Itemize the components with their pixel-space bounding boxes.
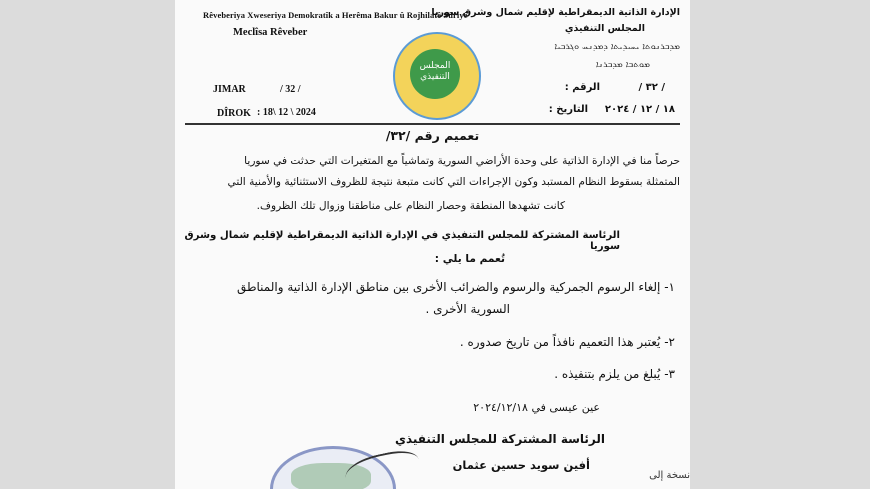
tarikh-value: ١٨ / ١٢ / ٢٠٢٤ [604, 104, 675, 115]
place-date: عين عيسى في ٢٠٢٤/١٢/١٨ [473, 401, 600, 414]
jimar-label: JIMAR [213, 84, 246, 95]
header-arabic-org: الإدارة الذاتية الديمقراطية لإقليم شمال وشرق سوريا [431, 7, 680, 18]
item-1-line-1: ١- إلغاء الرسوم الجمركية والرسوم والضرائب الأخرى بين مناطق الإدارة الذاتية والمناطق [236, 280, 675, 294]
seal-text: المجلس التنفيذي [410, 49, 460, 99]
header-syriac-org: ܡܕܒܪܢܘܬܐ ܝܚܝܕܝܬܐ ܕܡܕܢܚ ܘܓܪܒܝܐ [554, 42, 680, 52]
header-arabic-council: المجلس التنفيذي [564, 23, 645, 34]
dirok-value: : 18\ 12 \ 2024 [257, 107, 316, 118]
signatory-names: أفين سويد حسين عثمان [452, 458, 590, 472]
jimar-value: / 32 / [280, 84, 301, 95]
raqm-label: الرقم : [564, 82, 600, 93]
tarikh-label: التاريخ : [548, 104, 588, 115]
copy-to-label: نسخة إلى [649, 470, 690, 481]
item-3: ٣- يُبلغ من يلزم بتنفيذه . [554, 367, 675, 381]
signatory-title: الرئاسة المشتركة للمجلس التنفيذي [394, 432, 605, 446]
body-line-3: كانت تشهدها المنطقة وحصار النظام على مناطقنا وزوال تلك الظروف. [256, 200, 565, 212]
body-line-1: حرصاً منا في الإدارة الذاتية على وحدة الأراضي السورية وتماشياً مع المتغيرات التي حدثت في سوريا [244, 155, 680, 167]
header-syriac-council: ܡܘܬܒܐ ܡܕܒܪܢܐ [595, 60, 650, 70]
raqm-value: / ٣٢ / [638, 82, 665, 93]
item-2: ٢- يُعتبر هذا التعميم نافذاً من تاريخ صدوره . [459, 335, 675, 349]
header-kurdish-council: Meclîsa Rêveber [233, 27, 308, 38]
circular-title: تعميم رقم /٣٢/ [385, 128, 480, 143]
document-page [175, 0, 690, 489]
header-kurdish-org: Rêveberiya Xweseriya Demokratîk a Herêma Bakur û Rojhilatê Sûriyê [203, 10, 468, 20]
background-left [0, 0, 175, 489]
presidency-line: الرئاسة المشتركة للمجلس التنفيذي في الإدارة الذاتية الديمقراطية لإقليم شمال وشرق سوريا [184, 230, 620, 252]
announce-line: تُعمم ما يلي : [434, 253, 505, 265]
dirok-label: DÎROK [217, 108, 251, 119]
council-seal-logo [393, 32, 481, 120]
body-line-2: المتمثلة بسقوط النظام المستبد وكون الإجراءات التي كانت متبعة نتيجة للظروف الاستثنائية والأمنية التي [227, 176, 680, 188]
background-right [690, 0, 870, 489]
item-1-line-2: السورية الأخرى . [425, 302, 510, 316]
header-divider [185, 123, 680, 125]
